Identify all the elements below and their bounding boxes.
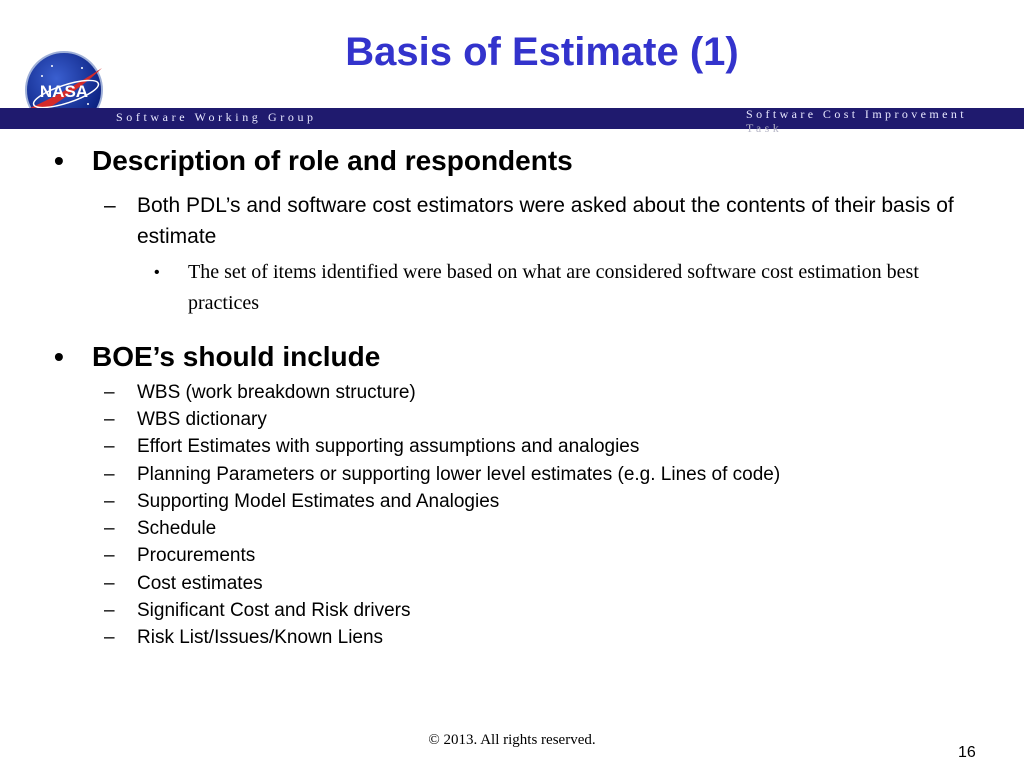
list-item-text: Procurements (137, 545, 256, 566)
dash-icon: – (104, 382, 115, 403)
dash-icon: – (104, 409, 115, 430)
dash-icon: – (104, 600, 115, 621)
list-item (104, 517, 217, 541)
section2-heading (54, 341, 381, 373)
dash-icon: – (104, 464, 115, 485)
list-item-text: WBS (work breakdown structure) (137, 382, 416, 403)
band-right-line2: Task (746, 121, 783, 135)
band-left-text: Software Working Group (116, 110, 317, 124)
bullet-icon: • (54, 145, 64, 176)
bullet-icon: • (54, 341, 64, 372)
section1-heading-text: Description of role and respondents (92, 145, 573, 176)
list-item (104, 626, 384, 650)
section1-heading (54, 145, 573, 177)
list-item (104, 381, 416, 405)
list-item (104, 572, 263, 596)
list-item-text: Supporting Model Estimates and Analogies (137, 491, 500, 512)
list-item-text: Planning Parameters or supporting lower level estimates (e.g. Lines of code) (137, 464, 781, 485)
dash-icon: – (104, 573, 115, 594)
list-item (104, 490, 500, 514)
bullet-icon: • (154, 264, 160, 281)
dash-icon: – (104, 545, 115, 566)
list-item-text: Effort Estimates with supporting assumptions and analogies (137, 436, 640, 457)
dash-icon: – (104, 518, 115, 539)
logo-text: NASA (39, 82, 89, 101)
section2-heading-text: BOE’s should include (92, 341, 381, 372)
section1-subsub (154, 257, 988, 319)
list-item (104, 463, 781, 487)
dash-icon: – (104, 491, 115, 512)
list-item-text: WBS dictionary (137, 409, 267, 430)
list-item (104, 435, 640, 459)
section1-sub-text: Both PDL’s and software cost estimators were asked about the contents of their basis of estimate (137, 194, 954, 248)
list-item-text: Schedule (137, 518, 217, 539)
list-item-text: Significant Cost and Risk drivers (137, 600, 411, 621)
band-right-text (746, 107, 1006, 135)
list-item (104, 544, 256, 568)
dash-icon: – (104, 194, 116, 217)
copyright: © 2013. All rights reserved. (428, 732, 596, 748)
dash-icon: – (104, 627, 115, 648)
dash-icon: – (104, 436, 115, 457)
page-number: 16 (958, 744, 976, 761)
section1-subsub-text: The set of items identified were based on what are considered software cost estimation best practices (188, 261, 919, 314)
list-item-text: Risk List/Issues/Known Liens (137, 627, 384, 648)
slide-title: Basis of Estimate (1) (345, 30, 739, 74)
list-item-text: Cost estimates (137, 573, 263, 594)
list-item (104, 599, 411, 623)
section1-sub (104, 190, 997, 252)
band-right-line1: Software Cost Improvement (746, 107, 967, 121)
list-item (104, 408, 267, 432)
